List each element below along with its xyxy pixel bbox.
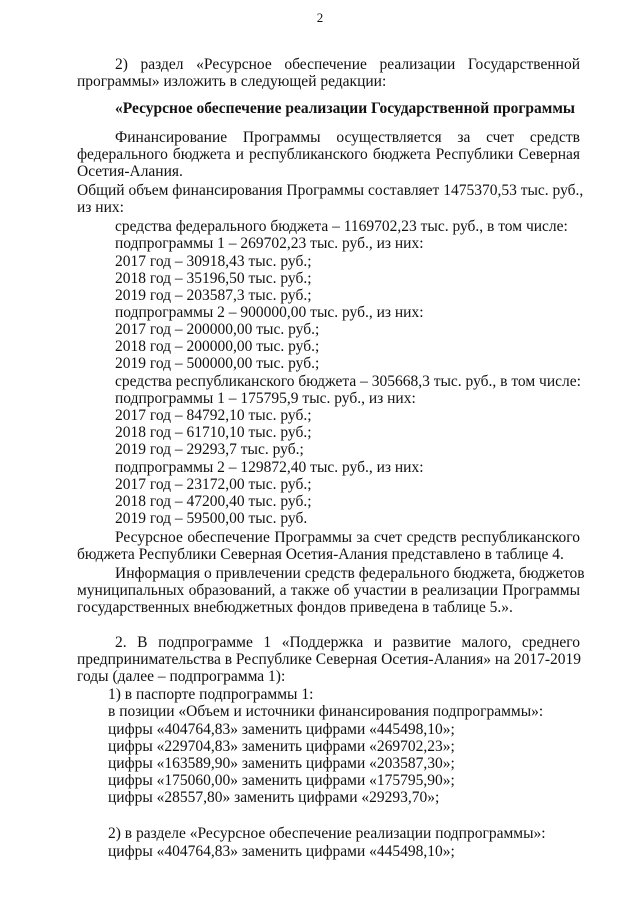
text-line: 2017 год – 200000,00 тыс. руб.; [115,321,320,338]
text-line: 2017 год – 23172,00 тыс. руб.; [115,476,312,493]
text-line: подпрограммы 1 – 175795,9 тыс. руб., из них: [115,390,416,407]
text-line: подпрограммы 2 – 900000,00 тыс. руб., из них: [115,304,424,321]
text-line: 2018 год – 61710,10 тыс. руб.; [115,424,312,441]
text-line: федерального бюджета и республиканского бюджета Республики Северная [77,146,580,163]
page-number: 2 [316,10,324,25]
text-line: программы» изложить в следующей редакции: [77,73,387,90]
text-line: подпрограммы 1 – 269702,23 тыс. руб., из них: [115,235,424,252]
text-line: цифры «28557,80» заменить цифрами «29293,70»; [108,789,440,806]
text-line: 2018 год – 35196,50 тыс. руб.; [115,270,312,287]
text-line: государственных внебюджетных фондов приведена в таблице 5.». [77,599,513,616]
text-line: в позиции «Объем и источники финансирования подпрограммы»: [108,703,544,720]
text-line: 2019 год – 500000,00 тыс. руб.; [115,355,320,372]
text-line: средства республиканского бюджета – 305668,3 тыс. руб., в том числе: [115,373,581,390]
text-line: 2019 год – 59500,00 тыс. руб. [115,510,308,527]
text-line: 2019 год – 203587,3 тыс. руб.; [115,287,312,304]
text-line: 2. В подпрограмме 1 «Поддержка и развитие малого, среднего [115,634,580,651]
text-line: 2017 год – 30918,43 тыс. руб.; [115,253,312,270]
text-line: Общий объем финансирования Программы составляет 1475370,53 тыс. руб., [77,182,584,199]
text-line: 1) в паспорте подпрограммы 1: [108,686,314,703]
text-line: годы (далее – подпрограмма 1): [77,668,286,685]
text-line: цифры «163589,90» заменить цифрами «203587,30»; [108,755,455,772]
text-line: цифры «175060,00» заменить цифрами «175795,90»; [108,772,455,789]
text-line: предпринимательства в Республике Северная Осетия-Алания» на 2017-2019 [77,651,582,668]
text-line: цифры «404764,83» заменить цифрами «445498,10»; [108,721,455,738]
text-line: бюджета Республики Северная Осетия-Алания представлено в таблице 4. [77,546,564,563]
text-line: цифры «229704,83» заменить цифрами «269702,23»; [108,738,455,755]
text-line: Финансирование Программы осуществляется за счет средств [115,129,580,146]
text-line: средства федерального бюджета – 1169702,23 тыс. руб., в том числе: [115,218,568,235]
text-line: из них: [77,199,124,216]
text-line: 2018 год – 47200,40 тыс. руб.; [115,493,312,510]
text-line: «Ресурсное обеспечение реализации Государственной программы [115,100,576,117]
text-line: 2019 год – 29293,7 тыс. руб.; [115,441,304,458]
text-line: 2017 год – 84792,10 тыс. руб.; [115,407,312,424]
text-line: муниципальных образований, а также об участии в реализации Программы [77,582,580,599]
text-line: подпрограммы 2 – 129872,40 тыс. руб., из них: [115,459,424,476]
text-line: Осетия-Алания. [77,163,183,180]
text-line: 2) в разделе «Ресурсное обеспечение реализации подпрограммы»: [108,825,546,842]
text-line: Информация о привлечении средств федерального бюджета, бюджетов [115,565,585,582]
text-line: 2018 год – 200000,00 тыс. руб.; [115,338,320,355]
text-line: 2) раздел «Ресурсное обеспечение реализации Государственной [115,56,580,73]
text-line: цифры «404764,83» заменить цифрами «445498,10»; [108,843,455,860]
text-line: Ресурсное обеспечение Программы за счет средств республиканского [115,529,580,546]
